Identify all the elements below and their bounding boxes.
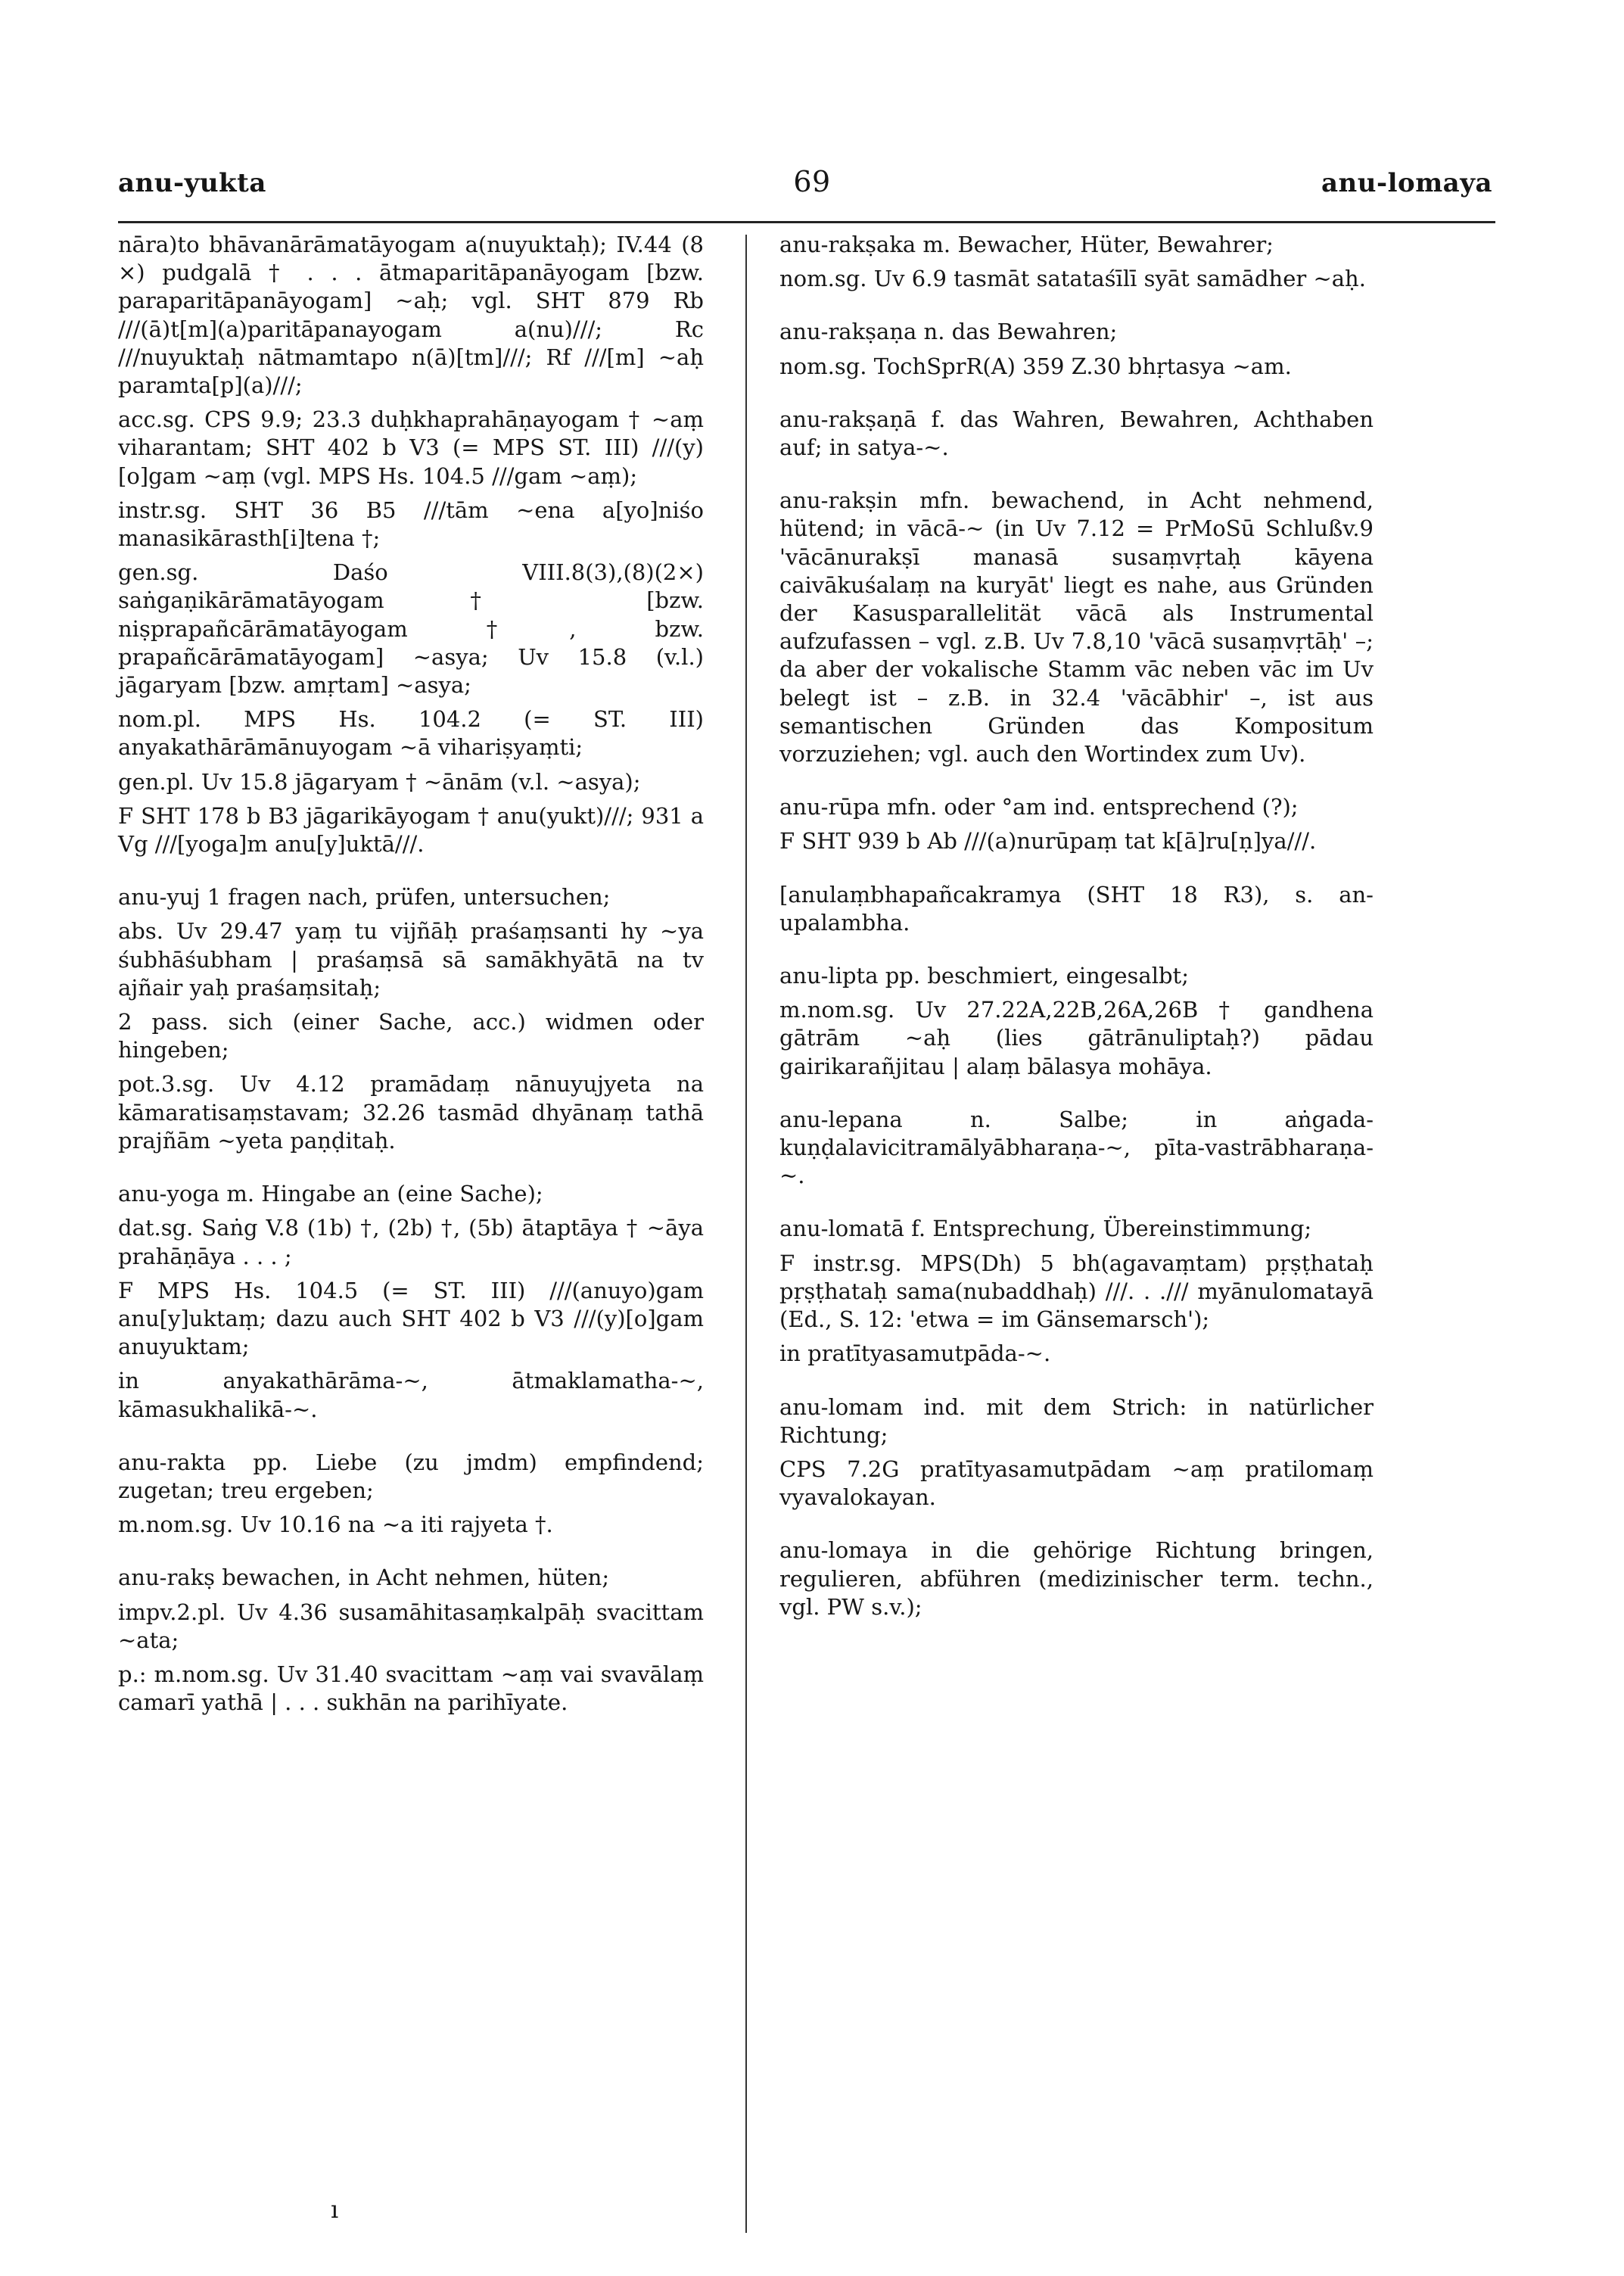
dictionary-entry — [118, 883, 704, 1155]
entry-line: F SHT 939 b Ab ///(a)nurūpaṃ tat k[ā]ru[ṇ]ya///. — [779, 828, 1317, 855]
entry-line: p.: m.nom.sg. Uv 31.40 svacittam ~aṃ vai svavālaṃ camarī yathā | . . . sukhān na parihīyate. — [118, 1661, 704, 1716]
dictionary-entry — [779, 1393, 1374, 1512]
entry-line: nom.sg. TochSprR(A) 359 Z.30 bhṛtasya ~am. — [779, 353, 1292, 379]
entry-line: dat.sg. Saṅg V.8 (1b) †, (2b) †, (5b) ātaptāya † ~āya prahāṇāya . . . ; — [118, 1215, 704, 1269]
entry-headline: anu-lepana n. Salbe; in aṅgada-kuṇḍalavicitramālyābharaṇa-~, pīta-vastrābharaṇa-~. — [779, 1106, 1374, 1189]
entry-line: nom.sg. Uv 6.9 tasmāt satataśīlī syāt samādher ~aḥ. — [779, 266, 1366, 292]
right-column — [779, 231, 1374, 1646]
entry-line: 2 pass. sich (einer Sache, acc.) widmen oder hingeben; — [118, 1009, 704, 1063]
stray-mark: ı — [331, 2195, 339, 2224]
entry-headline: anu-lomam ind. mit dem Strich: in natürlicher Richtung; — [779, 1393, 1374, 1448]
dictionary-entry — [779, 793, 1374, 855]
entry-headline: anu-rakṣaṇa n. das Bewahren; — [779, 319, 1118, 345]
entry-headline: anu-rakṣ bewachen, in Acht nehmen, hüten; — [118, 1565, 610, 1591]
entry-line: F instr.sg. MPS(Dh) 5 bh(agavaṃtam) pṛṣṭhataḥ pṛṣṭhataḥ sama(nubaddhaḥ) ///. . ./// myānulomatayā (Ed., S. 12: 'etwa = im Gänsemarsch'); — [779, 1250, 1374, 1333]
dictionary-entry — [779, 1215, 1374, 1368]
entry-headline: anu-lomaya in die gehörige Richtung bringen, regulieren, abführen (medizinischer term. techn., vgl. PW s.v.); — [779, 1537, 1374, 1620]
dictionary-entry — [118, 1180, 704, 1424]
dictionary-entry — [118, 1564, 704, 1717]
entry-headline: anu-lipta pp. beschmiert, eingesalbt; — [779, 963, 1189, 989]
header-rule — [118, 221, 1495, 223]
dictionary-entry — [779, 231, 1374, 293]
entry-line: gen.pl. Uv 15.8 jāgaryam † ~ānām (v.l. ~asya); — [118, 768, 641, 795]
entry-line: in pratītyasamutpāda-~. — [779, 1340, 1051, 1367]
entry-line: in anyakathārāma-~, ātmaklamatha-~, kāmasukhalikā-~. — [118, 1368, 704, 1422]
entry-headline: anu-rakṣaka m. Bewacher, Hüter, Bewahrer; — [779, 232, 1274, 257]
dictionary-entry — [779, 487, 1374, 768]
entry-line: instr.sg. SHT 36 B5 ///tām ~ena a[yo]niśo manasikārasth[i]tena †; — [118, 497, 704, 552]
running-head-left: anu-yukta — [118, 168, 266, 198]
entry-headline: nāra)to bhāvanārāmatāyogam a(nuyuktaḥ); IV.44 (8 ×) pudgalā † . . . ātmaparitāpanāyogam [bzw. paraparitāpanāyogam] ~aḥ; vgl. SHT 879 Rb ///(ā)t[m](a)paritāpanayogam a(nu)///; Rc ///nuyuktaḥ nātmamtapo n(ā)[tm]///; Rf ///[m] ~aḥ paramta[p](a)///; — [118, 232, 704, 399]
page-number: 69 — [793, 165, 831, 198]
dictionary-entry — [779, 318, 1374, 380]
dictionary-entry — [118, 1449, 704, 1540]
entry-headline: anu-yoga m. Hingabe an (eine Sache); — [118, 1181, 543, 1207]
dictionary-entry — [118, 231, 704, 858]
entry-line: m.nom.sg. Uv 10.16 na ~a iti rajyeta †. — [118, 1512, 553, 1538]
dictionary-entry — [779, 881, 1374, 937]
column-divider — [745, 235, 747, 2233]
entry-line: F SHT 178 b B3 jāgarikāyogam † anu(yukt)///; 931 a Vg ///[yoga]m anu[y]uktā///. — [118, 802, 704, 858]
entry-line: nom.pl. MPS Hs. 104.2 (= ST. III) anyakathārāmānuyogam ~ā vihariṣyaṃti; — [118, 706, 704, 761]
dictionary-entry — [779, 1106, 1374, 1191]
entry-headline: anu-lomatā f. Entsprechung, Übereinstimmung; — [779, 1216, 1312, 1242]
left-column — [118, 231, 704, 1742]
entry-headline: [anulaṃbhapañcakramya (SHT 18 R3), s. an-upalambha. — [779, 881, 1374, 936]
entry-line: CPS 7.2G pratītyasamutpādam ~aṃ pratilomaṃ vyavalokayan. — [779, 1456, 1374, 1511]
entry-line: m.nom.sg. Uv 27.22A,22B,26A,26B † gandhena gātrām ~aḥ (lies gātrānuliptaḥ?) pādau gairikarañjitau | alaṃ bālasya mohāya. — [779, 997, 1374, 1079]
entry-line: F MPS Hs. 104.5 (= ST. III) ///(anuyo)gam anu[y]uktaṃ; dazu auch SHT 402 b V3 ///(y)[o]gam anuyuktam; — [118, 1277, 704, 1360]
entry-line: gen.sg. Daśo VIII.8(3),(8)(2×) saṅgaṇikārāmatāyogam † [bzw. niṣprapañcārāmatāyogam †, bzw. prapañcārāmatāyogam] ~asya; Uv 15.8 (v.l.) jāgaryam [bzw. amṛtam] ~asya; — [118, 559, 704, 699]
dictionary-entry — [779, 406, 1374, 462]
entry-line: acc.sg. CPS 9.9; 23.3 duḥkhaprahāṇayogam † ~aṃ viharantam; SHT 402 b V3 (= MPS ST. III) ///(y)[o]gam ~aṃ (vgl. MPS Hs. 104.5 ///gam ~aṃ); — [118, 406, 704, 489]
entry-headline: anu-rakṣaṇā f. das Wahren, Bewahren, Achthaben auf; in satya-~. — [779, 406, 1374, 461]
entry-headline: anu-rakṣin mfn. bewachend, in Acht nehmend, hütend; in vācā-~ (in Uv 7.12 = PrMoSū Schlußv.9 'vācānurakṣī manasā susaṃvṛtaḥ kāyena caivākuśalaṃ na kuryāt' liegt es nahe, aus Gründen der Kasusparallelität vācā als Instrumental aufzufassen – vgl. z.B. Uv 7.8,10 'vācā susaṃvṛtāḥ' –; da aber der vokalische Stamm vāc neben vāc im Uv belegt ist – z.B. in 32.4 'vācābhir' –, ist aus semantischen Gründen das Kompositum vorzuziehen; vgl. auch den Wortindex zum Uv). — [779, 487, 1374, 767]
running-head-right: anu-lomaya — [1321, 168, 1492, 198]
entry-line: pot.3.sg. Uv 4.12 pramādaṃ nānuyujyeta na kāmaratisaṃstavam; 32.26 tasmād dhyānaṃ tathā prajñām ~yeta paṇḍitaḥ. — [118, 1071, 704, 1154]
dictionary-entry — [779, 1537, 1374, 1621]
entry-line: impv.2.pl. Uv 4.36 susamāhitasaṃkalpāḥ svacittam ~ata; — [118, 1599, 704, 1653]
entry-headline: anu-rūpa mfn. oder °am ind. entsprechend (?); — [779, 794, 1299, 820]
dictionary-entry — [779, 962, 1374, 1081]
entry-line: abs. Uv 29.47 yaṃ tu vijñāḥ praśaṃsanti hy ~ya śubhāśubham | praśaṃsā sā samākhyātā na tv ajñair yaḥ praśaṃsitaḥ; — [118, 918, 704, 1001]
entry-headline: anu-rakta pp. Liebe (zu jmdm) empfindend; zugetan; treu ergeben; — [118, 1449, 704, 1503]
entry-headline: anu-yuj 1 fragen nach, prüfen, untersuchen; — [118, 884, 611, 911]
